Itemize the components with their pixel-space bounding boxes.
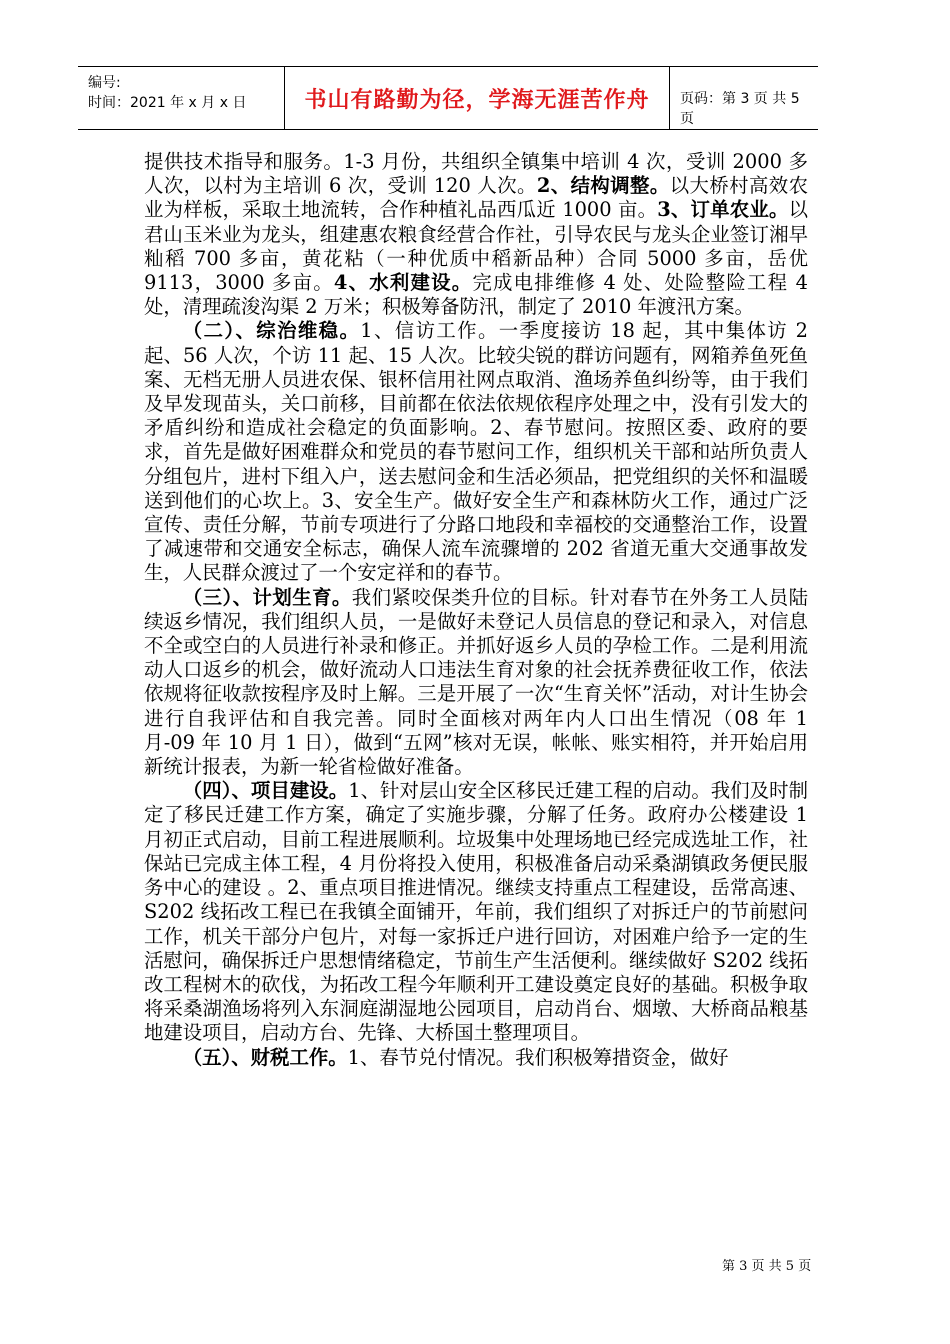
document-number-label: 编号: xyxy=(88,75,121,91)
paragraph-text: 我们紧咬保类升位的目标。针对春节在外务工人员陆续返乡情况，我们组织人员，一是做好未登记人员信息的登记和录入，对信息不全或空白的人员进行补录和修正。并抓好返乡人员的孕检工作。二是利用流动人口返乡的机会，做好流动人口违法生育对象的社会抚养费征收工作，依法依规将征收款按程序及时上解。三是开展了一次“生育关怀”活动，对计生协会进行自我评估和自我完善。同时全面核对两年内人口出生情况（08 年 1 月-09 年 10 月 1 日），做到“五网”核对无误，帐帐、账实相符，并开始启用新统计报表，为新一轮省检做好准备。 xyxy=(144,585,808,779)
inline-heading: 3、订单农业。 xyxy=(657,198,789,222)
paragraph-text: 1、信访工作。一季度接访 18 起，其中集体访 2 起、56 人次，个访 11 起、15 人次。比较尖锐的群访问题有，网箱养鱼死鱼案、无档无册人员进农保、银杯信用社网点取消、渔场养鱼纠纷等，由于我们及早发现苗头，关口前移，目前都在依法依规依程序处理之中，没有引发大的矛盾纠纷和造成社会稳定的负面影响。2、春节慰问。按照区委、政府的要求，首先是做好困难群众和党员的春节慰问工作，组织机关干部和站所负责人分组包片，进村下组入户，送去慰问金和生活必须品，把党组织的关怀和温暖送到他们的心坎上。3、安全生产。做好安全生产和森林防火工作，通过广泛宣传、责任分解，节前专项进行了分路口地段和幸福校的交通整治工作，设置了减速带和交通安全标志，确保人流车流骤增的 202 省道无重大交通事故发生，人民群众渡过了一个安定祥和的春节。 xyxy=(144,319,808,585)
paragraph-projects xyxy=(144,779,808,1045)
paragraph-text: 1、针对层山安全区移民迁建工程的启动。我们及时制定了移民迁建工作方案，确定了实施步骤，分解了任务。政府办公楼建设 1 月初正式启动，目前工程进展顺利。垃圾集中处理场地已经完成选址工作，社保站已完成主体工程，4 月份将投入使用，积极准备启动采桑湖镇政务便民服务中心的建设 。2、重点项目推进情况。继续支持重点工程建设，岳常高速、S202 线拓改工程已在我镇全面铺开，年前，我们组织了对拆迁户的节前慰问工作，机关干部分户包片，对每一家拆迁户进行回访，对困难户给予一定的生活慰问，确保拆迁户思想情绪稳定，节前生产生活便利。继续做好 S202 线拓改工程树木的砍伐，为拓改工程今年顺利开工建设奠定良好的基础。积极争取将采桑湖渔场将列入东洞庭湖湿地公园项目，启动肖台、烟墩、大桥商品粮基地建设项目，启动方台、先锋、大桥国土整理项目。 xyxy=(144,779,808,1045)
inline-heading: 2、结构调整。 xyxy=(536,174,670,198)
page-header xyxy=(78,66,818,130)
document-date: 时间：2021 年 x 月 x 日 xyxy=(88,95,247,111)
section-heading: （五）、财税工作。 xyxy=(182,1045,348,1069)
section-heading: （二）、综治维稳。 xyxy=(182,319,361,343)
section-heading: （三）、计划生育。 xyxy=(182,585,352,609)
document-body xyxy=(144,150,808,1070)
paragraph-family-planning xyxy=(144,586,808,780)
paragraph-finance xyxy=(144,1046,808,1070)
section-heading: （四）、项目建设。 xyxy=(182,779,349,803)
header-meta xyxy=(88,73,246,113)
paragraph-stability xyxy=(144,319,808,585)
paragraph-text: 1、春节兑付情况。我们积极筹措资金，做好 xyxy=(347,1045,729,1069)
paragraph-text: 提供技术指导和服务。1-3 月份，共组织全镇集中培训 4 次，受训 2000 多人次，以村为主培训 6 次，受训 120 人次。 xyxy=(144,150,808,198)
header-motto-box xyxy=(284,67,670,129)
header-page-number: 页码：第 3 页 共 5 页 xyxy=(680,91,800,127)
paragraph-text: 完成电排维修 4 处、处险整险工程 4 处，清理疏浚沟渠 2 万米；积极筹备防汛，制定了 2010 年渡汛方案。 xyxy=(144,271,808,319)
paragraph-agriculture xyxy=(144,150,808,319)
page-footer: 第 3 页 共 5 页 xyxy=(722,1259,812,1274)
inline-heading: 4、水利建设。 xyxy=(333,271,473,295)
paragraph-text: 以君山玉米业为龙头，组建惠农粮食经营合作社，引导农民与龙头企业签订湘早籼稻 700 多亩，黄花粘（一种优质中稻新品种）合同 5000 多亩，岳优 9113，3000 多亩。 xyxy=(144,198,808,295)
header-motto: 书山有路勤为径，学海无涯苦作舟 xyxy=(304,87,650,113)
paragraph-text: 以大桥村高效农业为样板，采取土地流转，合作种植礼品西瓜近 1000 亩。 xyxy=(144,174,808,222)
